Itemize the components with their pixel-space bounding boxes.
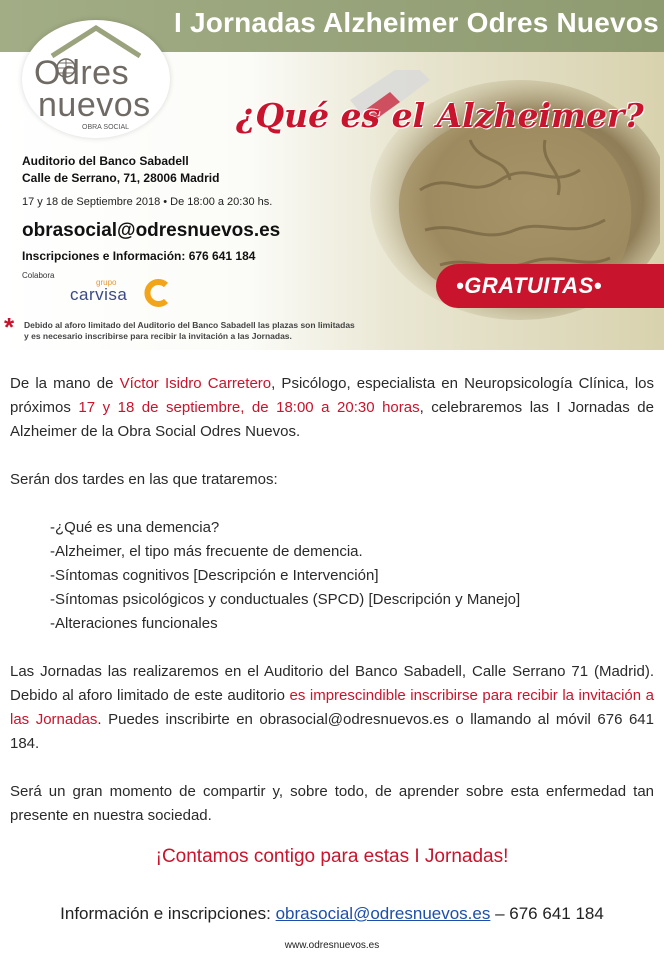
announcement-body <box>10 372 654 828</box>
capacity-notice-line1: Debido al aforo limitado del Auditorio del Banco Sabadell las plazas son limitadas <box>24 320 355 330</box>
banner-title: I Jornadas Alzheimer Odres Nuevos <box>174 7 659 38</box>
logo-subtitle: OBRA SOCIAL <box>82 124 130 131</box>
banner-registration-phone: Inscripciones e Información: 676 641 184 <box>22 249 256 263</box>
carvisa-grupo-label: grupo <box>96 278 117 287</box>
list-item: -¿Qué es una demencia? <box>50 519 220 536</box>
capacity-notice <box>24 320 424 342</box>
colabora-label: Colabora <box>22 271 55 280</box>
capacity-notice-line2: y es necesario inscribirse para recibir la invitación a las Jornadas. <box>24 331 292 341</box>
registration-required: es imprescindible inscribirse para recibir la invitación a las Jornadas <box>10 687 654 728</box>
list-item: -Alteraciones funcionales <box>50 615 218 632</box>
contact-email-link[interactable]: obrasocial@odresnuevos.es <box>275 904 491 923</box>
spacer <box>10 636 654 660</box>
banner-email: obrasocial@odresnuevos.es <box>22 220 281 241</box>
carvisa-name: carvisa <box>70 285 128 304</box>
list-item: -Síntomas cognitivos [Descripción e Intervención] <box>50 567 379 584</box>
spacer <box>10 756 654 780</box>
event-schedule: 17 y 18 de septiembre, de 18:00 a 20:30 horas <box>78 399 420 416</box>
speaker-name: Víctor Isidro Carretero <box>119 375 272 392</box>
intro-text-2: , Psicólogo, especialista en Neuropsicología Clínica, los próximos <box>10 375 654 416</box>
carvisa-logo <box>70 276 180 310</box>
venue-name: Auditorio del Banco Sabadell <box>22 154 189 168</box>
contact-info <box>0 904 664 924</box>
headline-question: ¿Qué es el Alzheimer? <box>236 96 644 135</box>
spacer <box>10 492 654 516</box>
odres-nuevos-logo <box>22 20 170 138</box>
logo-word-nuevos: nuevos <box>38 86 151 124</box>
venue-address: Calle de Serrano, 71, 28006 Madrid <box>22 171 220 185</box>
call-to-action: ¡Contamos contigo para estas I Jornadas! <box>155 846 509 867</box>
contact-phone: – 676 641 184 <box>490 904 604 923</box>
spacer <box>10 444 654 468</box>
closing-paragraph: Será un gran momento de compartir y, sobre todo, de aprender sobre esta enfermedad tan presente en nuestra sociedad. <box>10 783 654 824</box>
carvisa-mark-icon <box>142 278 172 308</box>
free-badge <box>436 264 664 308</box>
list-item: -Alzheimer, el tipo más frecuente de demencia. <box>50 543 363 560</box>
location-paragraph <box>10 660 654 756</box>
event-banner <box>0 0 664 350</box>
topics-intro: Serán dos tardes en las que trataremos: <box>10 471 278 488</box>
logo-word-odres: Odres <box>34 54 130 92</box>
event-dates: 17 y 18 de Septiembre 2018 • De 18:00 a 20:30 hs. <box>22 196 273 208</box>
asterisk-icon: * <box>4 312 15 342</box>
list-item: -Síntomas psicológicos y conductuales (SPCD) [Descripción y Manejo] <box>50 591 521 608</box>
venue-info <box>22 153 219 187</box>
intro-text-3: , celebraremos las I Jornadas de Alzheimer de la Obra Social Odres Nuevos. <box>10 399 654 440</box>
location-text-1: Las Jornadas las realizaremos en el Auditorio del Banco Sabadell, Calle Serrano 71 (Madrid). Debido al aforo limitado de este auditorio <box>10 663 654 704</box>
free-badge-label: •GRATUITAS• <box>456 273 602 298</box>
footer-website[interactable]: www.odresnuevos.es <box>284 940 380 951</box>
intro-paragraph <box>10 372 654 444</box>
contact-label: Información e inscripciones: <box>60 904 276 923</box>
topics-list <box>10 516 654 636</box>
intro-text-1: De la mano de <box>10 375 120 392</box>
location-text-2: . Puedes inscribirte en obrasocial@odresnuevos.es o llamando al móvil 676 641 184. <box>10 711 654 752</box>
